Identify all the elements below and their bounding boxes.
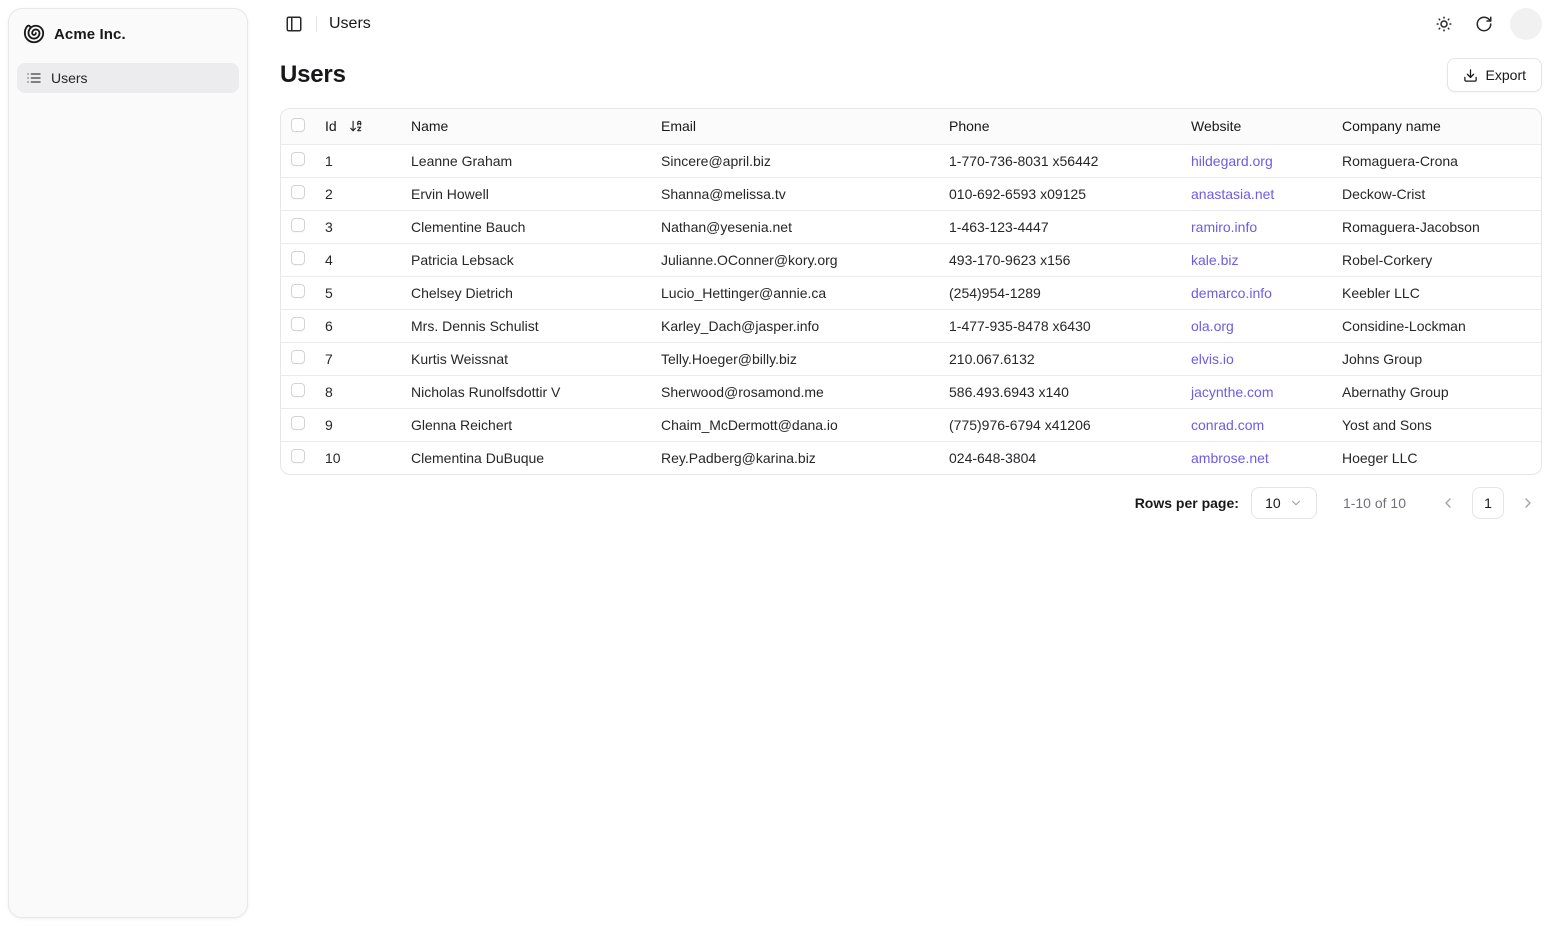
sidebar (8, 8, 248, 918)
cell-company: Considine-Lockman (1332, 309, 1541, 342)
column-header-website[interactable]: Website (1181, 109, 1332, 144)
table-row (281, 408, 1541, 441)
column-header-company[interactable]: Company name (1332, 109, 1541, 144)
row-checkbox[interactable] (291, 317, 305, 331)
page-title: Users (280, 61, 346, 88)
refresh-button[interactable] (1470, 10, 1498, 38)
current-page-button[interactable]: 1 (1472, 487, 1504, 519)
table-row (281, 375, 1541, 408)
cell-name: Glenna Reichert (401, 408, 651, 441)
cell-email: Telly.Hoeger@billy.biz (651, 342, 939, 375)
row-checkbox[interactable] (291, 251, 305, 265)
sidebar-item-label: Users (51, 70, 88, 86)
table-row (281, 144, 1541, 177)
table-row (281, 309, 1541, 342)
cell-phone: 1-463-123-4447 (939, 210, 1181, 243)
column-header-phone[interactable]: Phone (939, 109, 1181, 144)
row-checkbox[interactable] (291, 152, 305, 166)
cell-email: Lucio_Hettinger@annie.ca (651, 276, 939, 309)
row-checkbox[interactable] (291, 449, 305, 463)
table-row (281, 342, 1541, 375)
column-header-name[interactable]: Name (401, 109, 651, 144)
cell-email: Sherwood@rosamond.me (651, 375, 939, 408)
cell-name: Leanne Graham (401, 144, 651, 177)
export-button[interactable] (1447, 58, 1542, 92)
cell-phone: 010-692-6593 x09125 (939, 177, 1181, 210)
website-link[interactable]: conrad.com (1191, 416, 1265, 433)
website-link[interactable]: hildegard.org (1191, 152, 1273, 169)
cell-name: Clementine Bauch (401, 210, 651, 243)
previous-page-button[interactable] (1434, 489, 1462, 517)
website-link[interactable]: ramiro.info (1191, 218, 1258, 235)
website-link[interactable]: jacynthe.com (1191, 383, 1274, 400)
panel-left-icon (285, 15, 303, 33)
cell-phone: (254)954-1289 (939, 276, 1181, 309)
cell-email: Nathan@yesenia.net (651, 210, 939, 243)
cell-name: Mrs. Dennis Schulist (401, 309, 651, 342)
cell-name: Kurtis Weissnat (401, 342, 651, 375)
chevron-right-icon (1520, 495, 1536, 511)
rows-per-page-select[interactable] (1251, 487, 1317, 519)
column-header-id[interactable]: Id (325, 118, 337, 135)
user-avatar[interactable] (1510, 8, 1542, 40)
sun-icon (1435, 15, 1453, 33)
website-link[interactable]: kale.biz (1191, 251, 1239, 268)
cell-name: Patricia Lebsack (401, 243, 651, 276)
page-header (280, 58, 1542, 92)
table-row (281, 243, 1541, 276)
cell-email: Rey.Padberg@karina.biz (651, 441, 939, 474)
row-checkbox[interactable] (291, 350, 305, 364)
sort-ascending-icon[interactable] (349, 119, 363, 133)
sidebar-item-users[interactable] (17, 63, 239, 93)
cell-company: Romaguera-Jacobson (1332, 210, 1541, 243)
cell-company: Abernathy Group (1332, 375, 1541, 408)
select-all-checkbox[interactable] (291, 118, 305, 132)
topbar (280, 0, 1542, 48)
export-button-label: Export (1485, 67, 1526, 83)
cell-name: Ervin Howell (401, 177, 651, 210)
pagination-bar (280, 487, 1542, 519)
website-link[interactable]: ambrose.net (1191, 449, 1269, 466)
cell-id: 1 (315, 144, 401, 177)
cell-phone: 586.493.6943 x140 (939, 375, 1181, 408)
topbar-separator (316, 16, 317, 32)
row-checkbox[interactable] (291, 383, 305, 397)
cell-id: 9 (315, 408, 401, 441)
rows-per-page-label: Rows per page: (1134, 495, 1239, 511)
table-row (281, 441, 1541, 474)
cell-email: Sincere@april.biz (651, 144, 939, 177)
theme-toggle-button[interactable] (1430, 10, 1458, 38)
cell-phone: 024-648-3804 (939, 441, 1181, 474)
brand-name: Acme Inc. (54, 25, 126, 43)
cell-company: Yost and Sons (1332, 408, 1541, 441)
chevron-down-icon (1289, 496, 1303, 510)
sidebar-brand[interactable] (9, 9, 247, 55)
cell-name: Chelsey Dietrich (401, 276, 651, 309)
list-icon (26, 70, 42, 86)
cell-company: Robel-Corkery (1332, 243, 1541, 276)
row-checkbox[interactable] (291, 284, 305, 298)
cell-phone: 493-170-9623 x156 (939, 243, 1181, 276)
cell-phone: 210.067.6132 (939, 342, 1181, 375)
row-checkbox[interactable] (291, 218, 305, 232)
breadcrumb[interactable]: Users (329, 15, 371, 32)
users-table-card (280, 108, 1542, 475)
cell-id: 5 (315, 276, 401, 309)
cell-phone: (775)976-6794 x41206 (939, 408, 1181, 441)
cell-email: Julianne.OConner@kory.org (651, 243, 939, 276)
row-checkbox[interactable] (291, 185, 305, 199)
cell-id: 7 (315, 342, 401, 375)
cell-phone: 1-770-736-8031 x56442 (939, 144, 1181, 177)
website-link[interactable]: demarco.info (1191, 284, 1272, 301)
cell-company: Keebler LLC (1332, 276, 1541, 309)
website-link[interactable]: ola.org (1191, 317, 1234, 334)
cell-email: Karley_Dach@jasper.info (651, 309, 939, 342)
cell-id: 10 (315, 441, 401, 474)
cell-phone: 1-477-935-8478 x6430 (939, 309, 1181, 342)
table-header-row (281, 109, 1541, 144)
website-link[interactable]: anastasia.net (1191, 185, 1275, 202)
next-page-button[interactable] (1514, 489, 1542, 517)
users-table (281, 109, 1541, 474)
cell-email: Chaim_McDermott@dana.io (651, 408, 939, 441)
website-link[interactable]: elvis.io (1191, 350, 1234, 367)
refresh-icon (1475, 15, 1493, 33)
rows-per-page-value: 10 (1265, 495, 1281, 511)
cell-id: 4 (315, 243, 401, 276)
cell-id: 3 (315, 210, 401, 243)
table-row (281, 276, 1541, 309)
sidebar-nav (9, 55, 247, 101)
table-row (281, 210, 1541, 243)
pagination-range-text: 1-10 of 10 (1342, 495, 1406, 511)
users-table-body (281, 144, 1541, 474)
cell-id: 2 (315, 177, 401, 210)
column-header-email[interactable]: Email (651, 109, 939, 144)
cell-name: Clementina DuBuque (401, 441, 651, 474)
cell-id: 6 (315, 309, 401, 342)
cell-email: Shanna@melissa.tv (651, 177, 939, 210)
row-checkbox[interactable] (291, 416, 305, 430)
cell-company: Johns Group (1332, 342, 1541, 375)
cell-name: Nicholas Runolfsdottir V (401, 375, 651, 408)
pager-controls (1434, 487, 1542, 519)
chevron-left-icon (1440, 495, 1456, 511)
download-icon (1463, 68, 1478, 83)
main-content (256, 0, 1558, 926)
cell-company: Hoeger LLC (1332, 441, 1541, 474)
spiral-logo-icon (23, 23, 45, 45)
topbar-actions (1430, 8, 1542, 40)
sidebar-toggle-button[interactable] (280, 10, 308, 38)
cell-id: 8 (315, 375, 401, 408)
cell-company: Romaguera-Crona (1332, 144, 1541, 177)
table-row (281, 177, 1541, 210)
cell-company: Deckow-Crist (1332, 177, 1541, 210)
